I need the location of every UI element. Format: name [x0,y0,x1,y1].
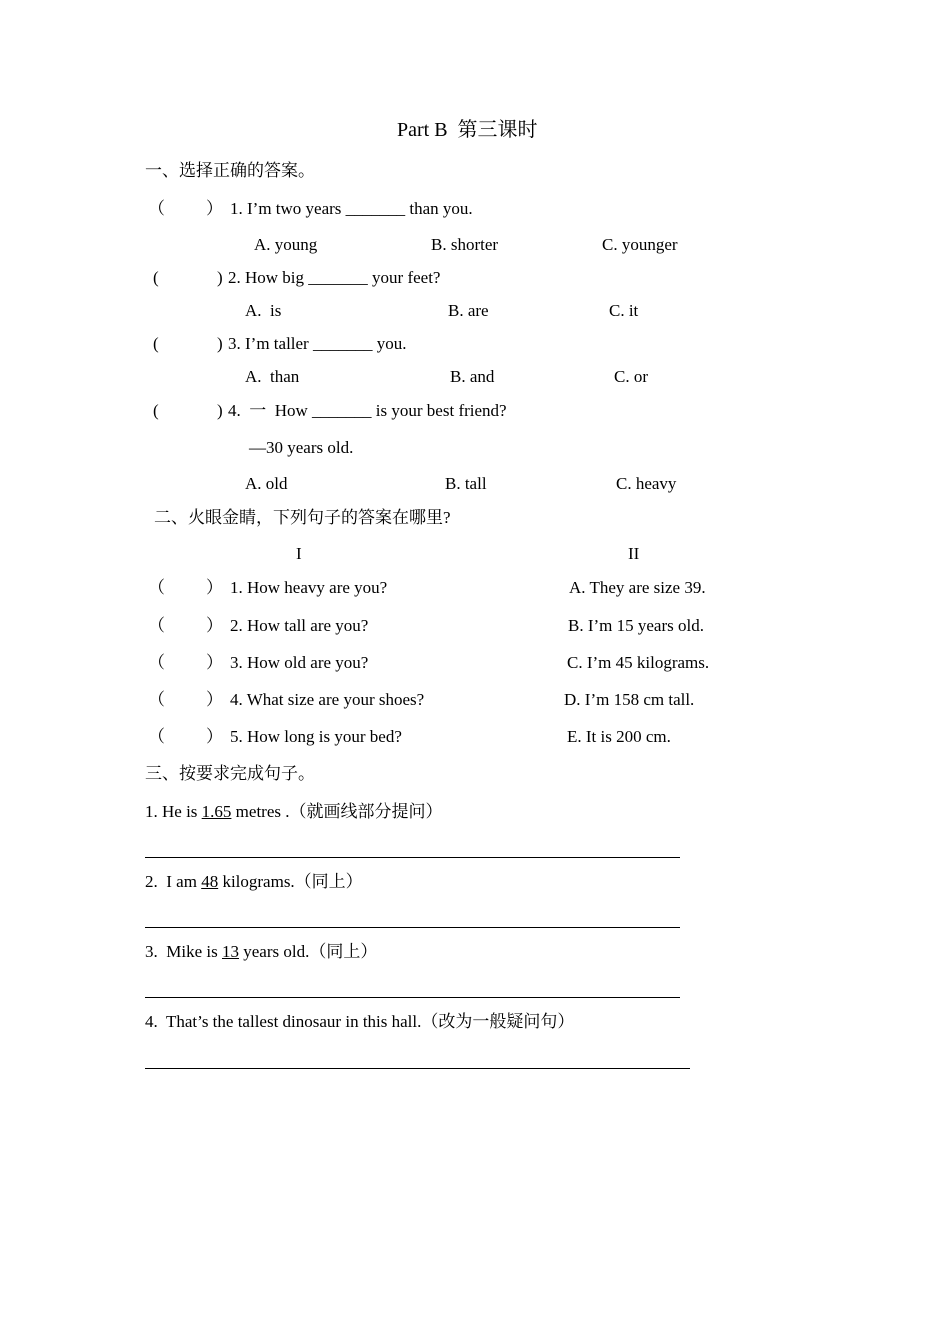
match-question: 2. How tall are you? [230,616,369,635]
q1-option-c: C. younger [602,235,678,254]
q4-text: 4. 一 How _______ is your best friend? [228,401,507,420]
match-paren-open: （ [148,616,165,635]
match-paren-open: （ [148,578,165,597]
q3-text: 3. I’m taller _______ you. [228,334,407,353]
q1-option-b: B. shorter [431,235,499,254]
q2-paren-close: ) [217,268,223,287]
q3-option-c: C. or [614,367,648,386]
q1-paren-close: ） [206,199,223,218]
q3-paren-open: ( [153,334,159,353]
match-paren-open: （ [148,727,165,746]
match-question: 3. How old are you? [230,653,369,672]
match-answer: A. They are size 39. [569,578,706,597]
sentence-2-underlined: 48 [201,872,219,891]
column-2-header: II [628,544,640,563]
sentence-3-prefix: 3. Mike is [145,942,222,961]
q4-answer-line: —30 years old. [249,438,354,457]
match-paren-close: ） [206,690,223,709]
sentence-1-underlined: 1.65 [201,802,232,821]
sentence-3 [145,943,377,960]
answer-line-1 [145,857,680,858]
match-paren-close: ） [206,727,223,746]
sentence-2-suffix: kilograms.（同上） [218,872,363,891]
q2-paren-open: ( [153,268,159,287]
sentence-3-suffix: years old.（同上） [238,942,378,961]
q4-paren-open: ( [153,401,159,420]
sentence-2 [145,873,363,890]
match-answer: E. It is 200 cm. [567,727,671,746]
q2-option-b: B. are [448,301,489,320]
sentence-1-prefix: 1. He is [145,802,202,821]
match-answer: D. I’m 158 cm tall. [564,690,695,709]
match-paren-open: （ [148,653,165,672]
match-paren-close: ） [206,578,223,597]
match-question: 4. What size are your shoes? [230,690,425,709]
q3-option-a: A. than [245,367,300,386]
q2-option-a: A. is [245,301,282,320]
sentence-3-underlined: 13 [221,942,239,961]
match-paren-close: ） [206,653,223,672]
section-3-heading: 三、按要求完成句子。 [145,764,315,783]
q3-paren-close: ) [217,334,223,353]
q4-option-c: C. heavy [616,474,677,493]
match-answer: B. I’m 15 years old. [568,616,704,635]
q4-paren-close: ) [217,401,223,420]
sentence-4: 4. That’s the tallest dinosaur in this hall.（改为一般疑问句） [145,1012,575,1031]
match-answer: C. I’m 45 kilograms. [567,653,710,672]
q1-paren-open: （ [148,199,165,218]
answer-line-4 [145,1068,690,1069]
q4-option-b: B. tall [445,474,487,493]
q2-option-c: C. it [609,301,639,320]
match-question: 1. How heavy are you? [230,578,388,597]
section-1-heading: 一、选择正确的答案。 [145,161,315,180]
q4-option-a: A. old [245,474,288,493]
column-1-header: I [296,544,302,563]
match-question: 5. How long is your bed? [230,727,402,746]
page-title: Part B 第三课时 [397,119,538,141]
sentence-1-suffix: metres .（就画线部分提问） [231,802,443,821]
section-2-heading: 二、火眼金睛，下列句子的答案在哪里? [154,508,451,527]
q2-text: 2. How big _______ your feet? [228,268,441,287]
sentence-2-prefix: 2. I am [145,872,202,891]
answer-line-3 [145,997,680,998]
q3-option-b: B. and [450,367,495,386]
match-paren-close: ） [206,616,223,635]
match-paren-open: （ [148,690,165,709]
q1-text: 1. I’m two years _______ than you. [230,199,473,218]
sentence-1 [145,803,443,820]
answer-line-2 [145,927,680,928]
q1-option-a: A. young [254,235,318,254]
